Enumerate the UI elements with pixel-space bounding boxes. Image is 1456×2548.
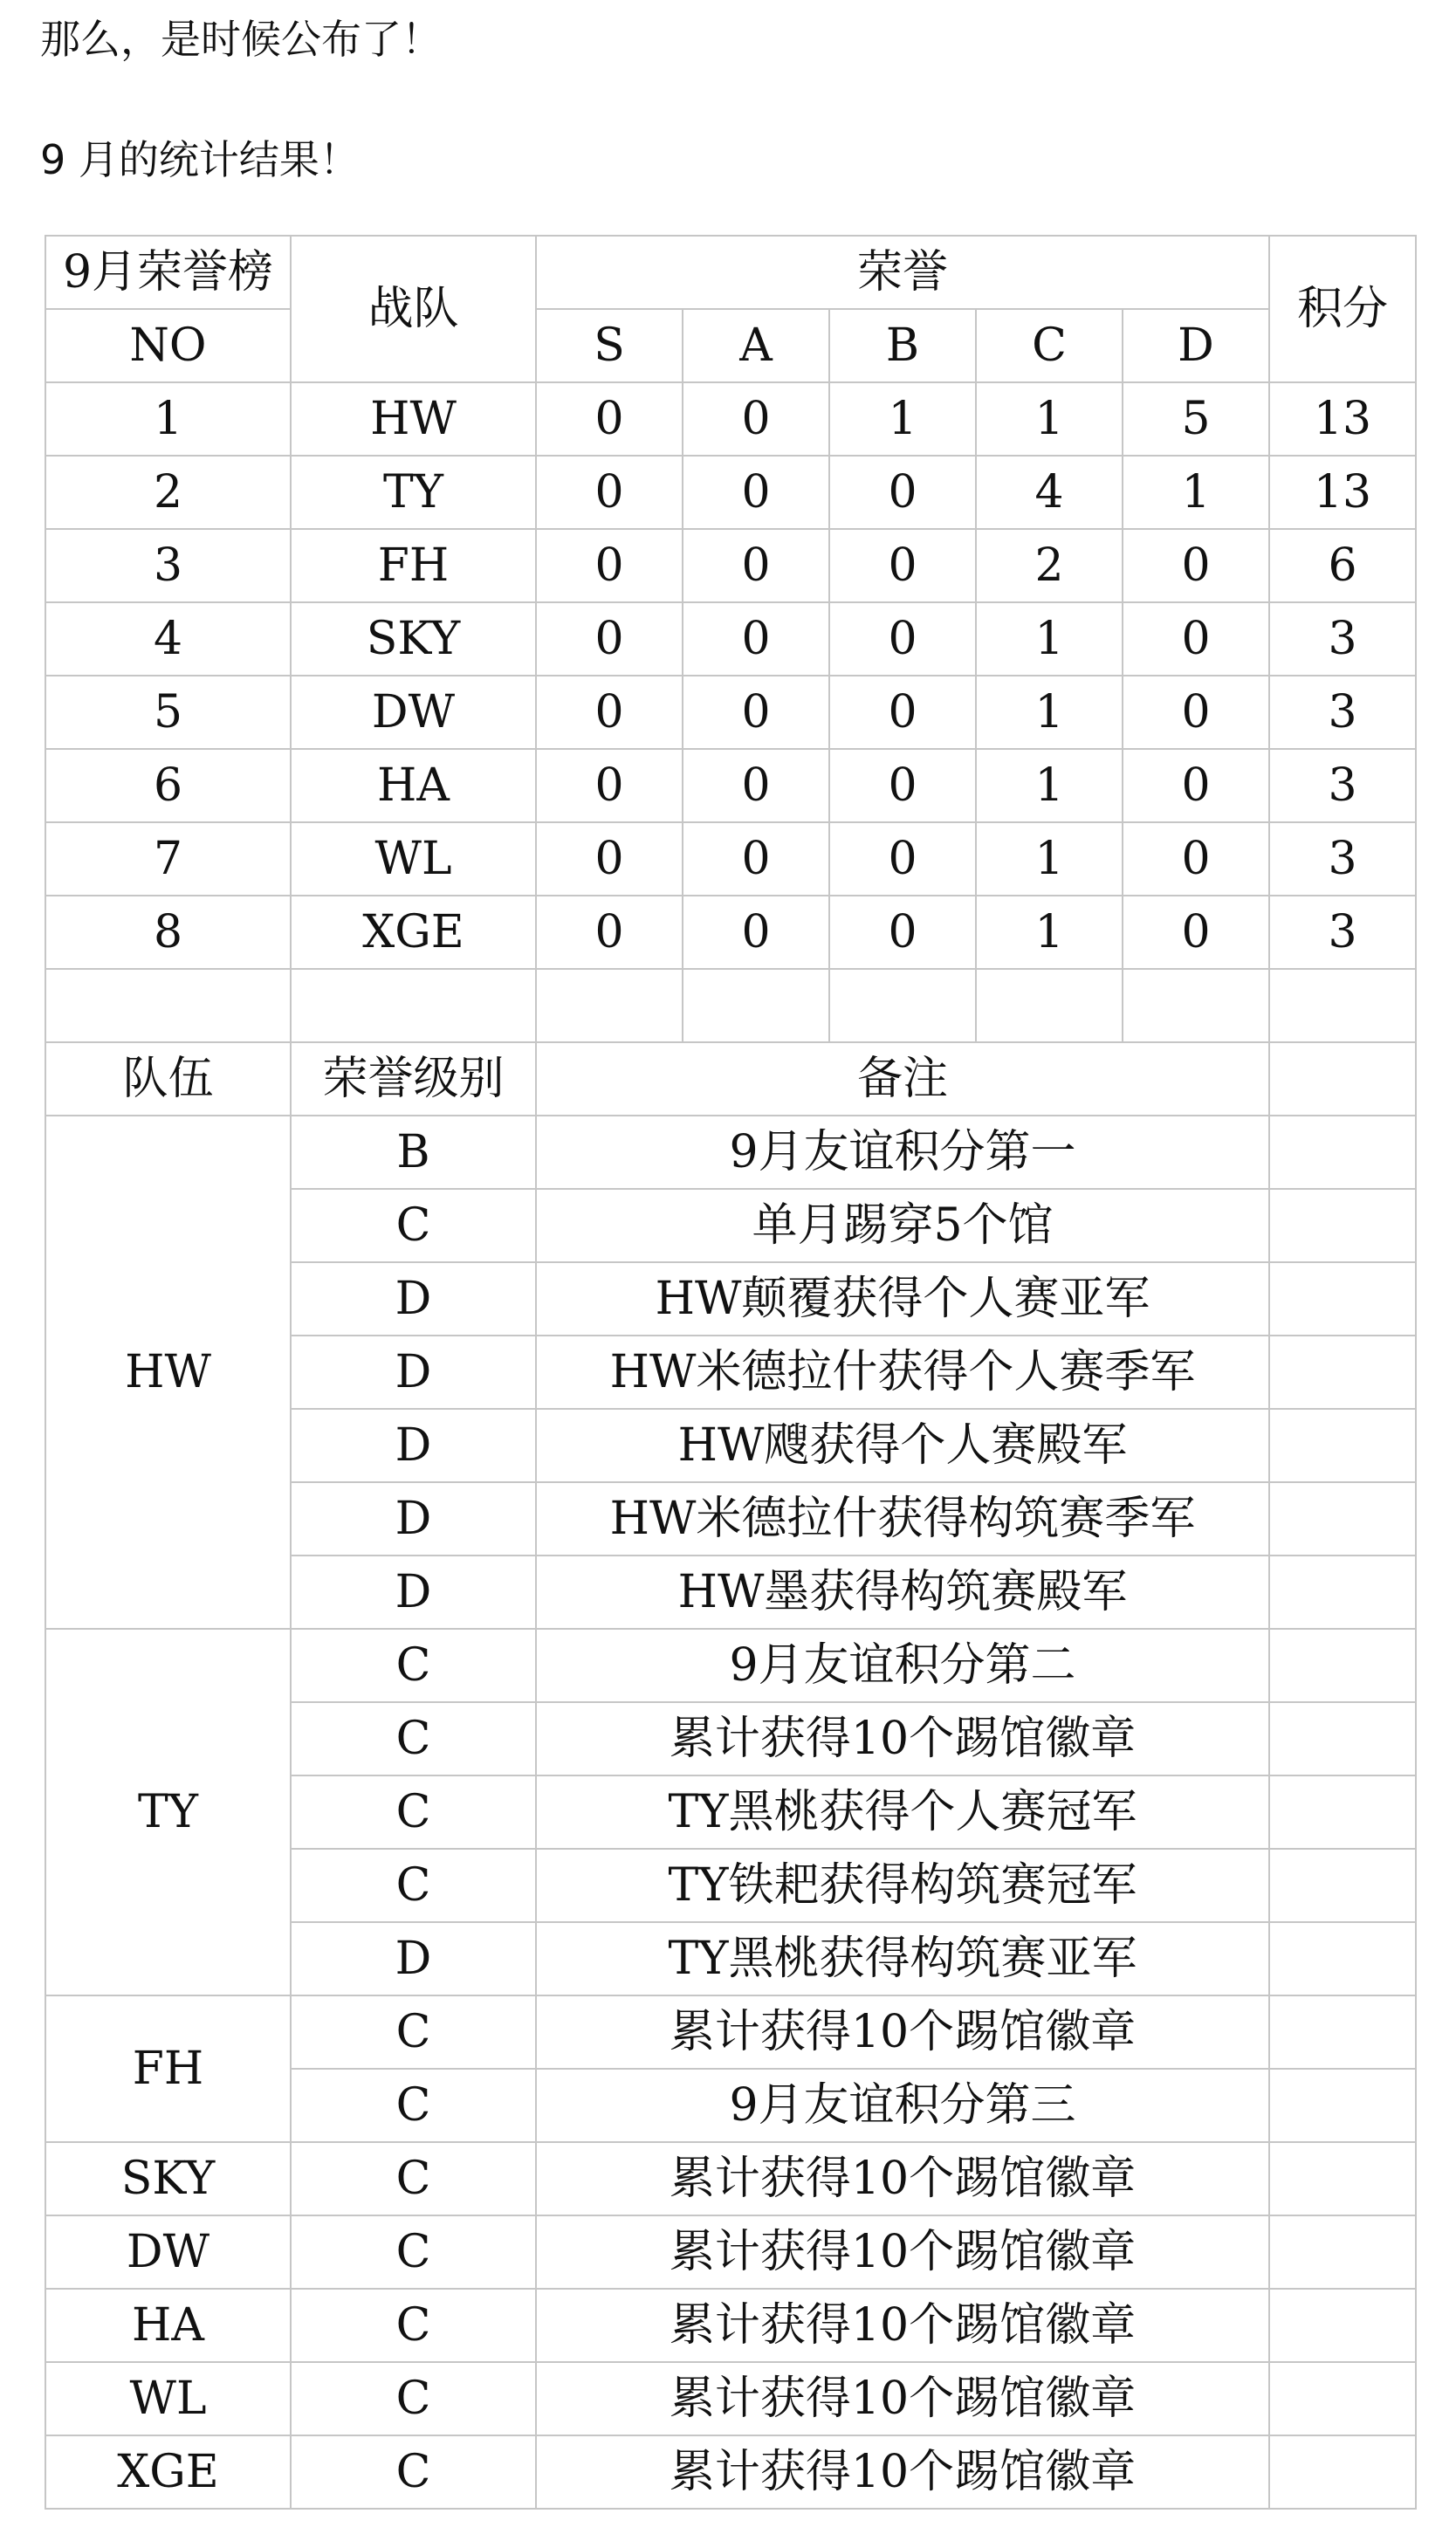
grade-count-a: 0 <box>683 749 829 822</box>
honor-remark: 累计获得10个踢馆徽章 <box>536 1995 1269 2069</box>
detail-extra-cell <box>1269 2215 1416 2289</box>
detail-row <box>45 1995 1416 2069</box>
detail-extra-cell <box>1269 1262 1416 1336</box>
detail-row <box>45 1116 1416 1189</box>
honor-remark: 单月踢穿5个馆 <box>536 1189 1269 1262</box>
detail-row <box>45 2435 1416 2509</box>
detail-row <box>45 1629 1416 1702</box>
grade-header: B <box>829 309 976 382</box>
team-name: HA <box>291 749 536 822</box>
rank-no: 2 <box>45 456 291 529</box>
score-value: 6 <box>1269 529 1416 602</box>
score-value: 3 <box>1269 676 1416 749</box>
detail-extra-cell <box>1269 1849 1416 1922</box>
grade-count-a: 0 <box>683 529 829 602</box>
honor-level: D <box>291 1482 536 1556</box>
grade-count-d: 0 <box>1123 676 1269 749</box>
ranking-row <box>45 382 1416 456</box>
score-header: 积分 <box>1269 236 1416 382</box>
ranking-row <box>45 749 1416 822</box>
detail-header-row <box>45 1042 1416 1116</box>
team-name: XGE <box>291 896 536 969</box>
honor-level: C <box>291 2215 536 2289</box>
honor-remark: TY黑桃获得个人赛冠军 <box>536 1775 1269 1849</box>
detail-team: WL <box>45 2362 291 2435</box>
grade-header: C <box>976 309 1123 382</box>
honor-level: C <box>291 2289 536 2362</box>
score-value: 3 <box>1269 749 1416 822</box>
grade-count-b: 0 <box>829 896 976 969</box>
blank-cell <box>683 969 829 1042</box>
rank-no: 4 <box>45 602 291 676</box>
detail-level-header: 荣誉级别 <box>291 1042 536 1116</box>
honor-remark: 9月友谊积分第二 <box>536 1629 1269 1702</box>
no-header: NO <box>45 309 291 382</box>
grade-count-s: 0 <box>536 749 683 822</box>
grade-count-b: 0 <box>829 749 976 822</box>
detail-row <box>45 2289 1416 2362</box>
grade-header: D <box>1123 309 1269 382</box>
detail-extra-cell <box>1269 1556 1416 1629</box>
detail-extra-cell <box>1269 2142 1416 2215</box>
grade-count-s: 0 <box>536 382 683 456</box>
grade-count-d: 5 <box>1123 382 1269 456</box>
honor-level: C <box>291 2362 536 2435</box>
grade-count-b: 0 <box>829 676 976 749</box>
detail-team: FH <box>45 1995 291 2142</box>
honor-remark: TY铁耙获得构筑赛冠军 <box>536 1849 1269 1922</box>
honor-remark: HW飕获得个人赛殿军 <box>536 1409 1269 1482</box>
grade-count-c: 2 <box>976 529 1123 602</box>
grade-count-b: 0 <box>829 456 976 529</box>
honor-level: D <box>291 1262 536 1336</box>
team-name: FH <box>291 529 536 602</box>
score-value: 3 <box>1269 602 1416 676</box>
grade-count-c: 1 <box>976 749 1123 822</box>
rank-no: 3 <box>45 529 291 602</box>
detail-extra-cell <box>1269 1702 1416 1775</box>
grade-count-c: 1 <box>976 602 1123 676</box>
detail-extra-cell <box>1269 1922 1416 1995</box>
detail-extra-cell <box>1269 1995 1416 2069</box>
grade-count-d: 0 <box>1123 602 1269 676</box>
honor-remark: HW米德拉什获得构筑赛季军 <box>536 1482 1269 1556</box>
grade-count-s: 0 <box>536 456 683 529</box>
honor-level: C <box>291 2435 536 2509</box>
blank-cell <box>291 969 536 1042</box>
grade-header: A <box>683 309 829 382</box>
grade-count-d: 0 <box>1123 749 1269 822</box>
honor-level: C <box>291 1849 536 1922</box>
rank-no: 8 <box>45 896 291 969</box>
score-value: 3 <box>1269 896 1416 969</box>
ranking-row <box>45 529 1416 602</box>
detail-row <box>45 2362 1416 2435</box>
detail-team: DW <box>45 2215 291 2289</box>
detail-extra-cell <box>1269 1189 1416 1262</box>
honor-level: C <box>291 1702 536 1775</box>
grade-count-d: 0 <box>1123 529 1269 602</box>
table-title: 9月荣誉榜 <box>45 236 291 309</box>
honor-remark: 累计获得10个踢馆徽章 <box>536 2215 1269 2289</box>
blank-cell <box>829 969 976 1042</box>
detail-team: XGE <box>45 2435 291 2509</box>
detail-row <box>45 2142 1416 2215</box>
detail-extra-cell <box>1269 2069 1416 2142</box>
grade-count-a: 0 <box>683 896 829 969</box>
grade-count-c: 1 <box>976 896 1123 969</box>
team-name: WL <box>291 822 536 896</box>
team-name: TY <box>291 456 536 529</box>
detail-extra-cell <box>1269 2362 1416 2435</box>
intro-line-1: 那么，是时候公布了！ <box>40 16 442 63</box>
detail-extra-cell <box>1269 2289 1416 2362</box>
honor-remark: 累计获得10个踢馆徽章 <box>536 2289 1269 2362</box>
detail-extra-cell <box>1269 1042 1416 1116</box>
detail-extra-cell <box>1269 2435 1416 2509</box>
honor-header: 荣誉 <box>536 236 1269 309</box>
honor-remark: 9月友谊积分第一 <box>536 1116 1269 1189</box>
detail-extra-cell <box>1269 1629 1416 1702</box>
detail-team: HW <box>45 1116 291 1629</box>
grade-count-s: 0 <box>536 896 683 969</box>
grade-count-b: 1 <box>829 382 976 456</box>
honor-level: C <box>291 2142 536 2215</box>
grade-count-b: 0 <box>829 529 976 602</box>
score-value: 13 <box>1269 456 1416 529</box>
rank-no: 7 <box>45 822 291 896</box>
detail-team: HA <box>45 2289 291 2362</box>
honor-level: D <box>291 1409 536 1482</box>
rank-no: 6 <box>45 749 291 822</box>
honor-level: C <box>291 1775 536 1849</box>
honor-level: C <box>291 1189 536 1262</box>
honor-remark: HW墨获得构筑赛殿军 <box>536 1556 1269 1629</box>
blank-cell <box>536 969 683 1042</box>
team-name: DW <box>291 676 536 749</box>
blank-cell <box>1269 969 1416 1042</box>
grade-count-s: 0 <box>536 529 683 602</box>
grade-count-d: 0 <box>1123 822 1269 896</box>
grade-count-c: 1 <box>976 676 1123 749</box>
grade-count-d: 1 <box>1123 456 1269 529</box>
grade-count-c: 1 <box>976 822 1123 896</box>
grade-header: S <box>536 309 683 382</box>
detail-team-header: 队伍 <box>45 1042 291 1116</box>
grade-count-c: 1 <box>976 382 1123 456</box>
score-value: 13 <box>1269 382 1416 456</box>
ranking-row <box>45 822 1416 896</box>
detail-extra-cell <box>1269 1116 1416 1189</box>
honor-remark: 累计获得10个踢馆徽章 <box>536 1702 1269 1775</box>
detail-remark-header: 备注 <box>536 1042 1269 1116</box>
blank-cell <box>1123 969 1269 1042</box>
ranking-row <box>45 456 1416 529</box>
honor-level: D <box>291 1922 536 1995</box>
grade-count-b: 0 <box>829 602 976 676</box>
detail-extra-cell <box>1269 1336 1416 1409</box>
rank-no: 1 <box>45 382 291 456</box>
honor-level: D <box>291 1336 536 1409</box>
honor-table <box>45 235 1417 2510</box>
grade-count-s: 0 <box>536 602 683 676</box>
honor-remark: 累计获得10个踢馆徽章 <box>536 2435 1269 2509</box>
grade-count-a: 0 <box>683 676 829 749</box>
rank-no: 5 <box>45 676 291 749</box>
grade-count-c: 4 <box>976 456 1123 529</box>
grade-count-a: 0 <box>683 822 829 896</box>
detail-team: SKY <box>45 2142 291 2215</box>
ranking-row <box>45 676 1416 749</box>
ranking-row <box>45 602 1416 676</box>
honor-remark: HW米德拉什获得个人赛季军 <box>536 1336 1269 1409</box>
honor-level: C <box>291 2069 536 2142</box>
honor-remark: 累计获得10个踢馆徽章 <box>536 2362 1269 2435</box>
honor-remark: TY黑桃获得构筑赛亚军 <box>536 1922 1269 1995</box>
detail-extra-cell <box>1269 1775 1416 1849</box>
detail-extra-cell <box>1269 1409 1416 1482</box>
grade-count-b: 0 <box>829 822 976 896</box>
team-name: HW <box>291 382 536 456</box>
blank-cell <box>976 969 1123 1042</box>
honor-remark: 累计获得10个踢馆徽章 <box>536 2142 1269 2215</box>
honor-level: C <box>291 1629 536 1702</box>
detail-team: TY <box>45 1629 291 1995</box>
detail-row <box>45 2215 1416 2289</box>
honor-level: C <box>291 1995 536 2069</box>
intro-line-2: 9 月的统计结果！ <box>40 136 360 183</box>
ranking-row <box>45 896 1416 969</box>
team-name: SKY <box>291 602 536 676</box>
grade-count-s: 0 <box>536 822 683 896</box>
honor-level: D <box>291 1556 536 1629</box>
score-value: 3 <box>1269 822 1416 896</box>
grade-count-a: 0 <box>683 382 829 456</box>
honor-remark: HW颠覆获得个人赛亚军 <box>536 1262 1269 1336</box>
grade-count-s: 0 <box>536 676 683 749</box>
honor-remark: 9月友谊积分第三 <box>536 2069 1269 2142</box>
detail-extra-cell <box>1269 1482 1416 1556</box>
grade-count-a: 0 <box>683 456 829 529</box>
blank-cell <box>45 969 291 1042</box>
honor-level: B <box>291 1116 536 1189</box>
grade-count-a: 0 <box>683 602 829 676</box>
blank-row <box>45 969 1416 1042</box>
team-header: 战队 <box>291 236 536 382</box>
grade-count-d: 0 <box>1123 896 1269 969</box>
